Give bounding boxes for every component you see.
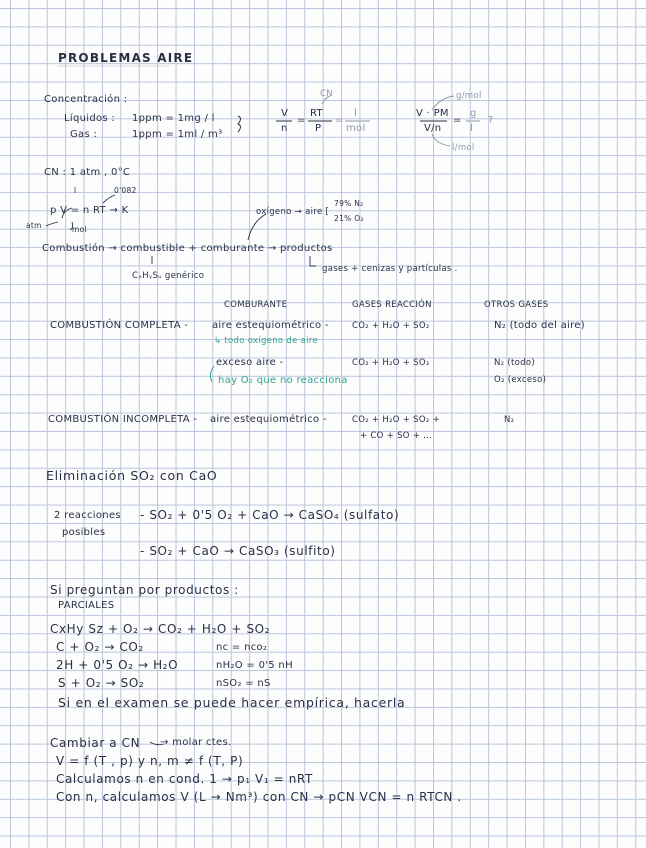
r1-gases: CO₂ + H₂O + SO₂ bbox=[352, 321, 430, 331]
formula-b-gmol: g/mol bbox=[456, 91, 482, 101]
formula-a-mol: mol bbox=[346, 123, 366, 134]
elim-heading: Eliminación SO₂ con CaO bbox=[46, 468, 218, 483]
oxigeno-n2: 79% N₂ bbox=[334, 199, 364, 208]
table-header-otros: OTROS GASES bbox=[484, 300, 549, 310]
r3-otros: N₂ bbox=[504, 415, 515, 425]
productos-eq0: CxHy Sz + O₂ → CO₂ + H₂O + SO₂ bbox=[50, 622, 271, 636]
conc-gas-value: 1ppm = 1ml / m³ bbox=[132, 129, 223, 140]
elim-label-2: posibles bbox=[62, 527, 106, 538]
productos-sub: PARCIALES bbox=[58, 600, 115, 611]
elim-r2: - SO₂ + CaO → CaSO₃ (sulfito) bbox=[140, 544, 336, 558]
oxigeno-o2: 21% O₂ bbox=[334, 214, 364, 223]
productos-eq1a: C + O₂ → CO₂ bbox=[56, 640, 144, 654]
formula-a-p: P bbox=[315, 123, 322, 134]
elim-r1: - SO₂ + 0'5 O₂ + CaO → CaSO₄ (sulfato) bbox=[140, 508, 400, 522]
r3-gases-1: CO₂ + H₂O + SO₂ + bbox=[352, 415, 440, 425]
formula-a-rt: RT bbox=[310, 108, 323, 119]
formula-b-vpm: V · PM bbox=[416, 108, 449, 119]
formula-b-l: l bbox=[470, 123, 474, 134]
r1-otros: N₂ (todo del aire) bbox=[494, 320, 585, 331]
cambiar-line-1: V = f (T , p) y n, m ≠ f (T, P) bbox=[56, 754, 244, 768]
conc-liq-label: Líquidos : bbox=[64, 113, 116, 124]
formula-a-v: V bbox=[281, 108, 289, 119]
formula-b-q: ? bbox=[488, 115, 494, 126]
r2-comburante: exceso aire - bbox=[216, 357, 284, 368]
cambiar-heading: Cambiar a CN bbox=[50, 736, 141, 750]
conc-liq-value: 1ppm = 1mg / l bbox=[132, 113, 215, 124]
r3-comburante: aire estequiométrico - bbox=[210, 414, 327, 425]
cn-l: l bbox=[74, 186, 77, 195]
conc-heading: Concentración : bbox=[44, 94, 128, 105]
r2-note: hay O₂ que no reacciona bbox=[218, 375, 348, 386]
elim-label-1: 2 reacciones bbox=[54, 510, 121, 521]
r1-note: ↳ todo oxígeno de aire bbox=[214, 336, 318, 346]
combustion-line: Combustión → combustible + comburante → productos bbox=[42, 243, 333, 254]
formula-a-eq: = bbox=[297, 115, 306, 126]
formula-a-n: n bbox=[281, 123, 288, 134]
r1-comburante: aire estequiométrico - bbox=[212, 320, 329, 331]
oxigeno-text: oxígeno → aire [ bbox=[256, 207, 329, 217]
formula-a-l: l bbox=[354, 108, 358, 119]
r3-gases-2: + CO + SO + ... bbox=[360, 431, 433, 441]
incompleta-label: COMBUSTIÓN INCOMPLETA - bbox=[48, 414, 198, 425]
formula-b-vn: V/n bbox=[424, 123, 442, 134]
productos-eq2a: 2H + 0'5 O₂ → H₂O bbox=[56, 658, 179, 672]
formula-a-eq2: = bbox=[335, 115, 344, 126]
cn-atm: atm bbox=[26, 221, 42, 230]
page-title: PROBLEMAS AIRE bbox=[58, 51, 194, 65]
cambiar-line-3: Con n, calculamos V (L → Nm³) con CN → pCN VCN = n RTCN . bbox=[56, 790, 462, 804]
formula-a-cn: CN bbox=[320, 89, 333, 99]
table-header-gases: GASES REACCIÓN bbox=[352, 300, 432, 310]
productos-eq3a: S + O₂ → SO₂ bbox=[58, 676, 145, 690]
r2-otros-1: N₂ (todo) bbox=[494, 358, 535, 368]
conc-gas-label: Gas : bbox=[70, 129, 98, 140]
cn-r: 0'082 bbox=[114, 186, 137, 195]
formula-b-eq: = bbox=[453, 115, 462, 126]
r2-gases: CO₂ + H₂O + SO₂ bbox=[352, 358, 430, 368]
table-header-comburante: COMBURANTE bbox=[224, 300, 288, 310]
combustion-generic: CₓHᵧSᵤ genérico bbox=[132, 271, 205, 281]
cn-mol: mol bbox=[72, 225, 87, 234]
formula-b-g: g bbox=[470, 108, 477, 119]
cambiar-arrow: → molar ctes. bbox=[160, 737, 232, 748]
productos-note: Si en el examen se puede hacer empírica, hacerla bbox=[58, 695, 406, 710]
completa-label: COMBUSTIÓN COMPLETA - bbox=[50, 320, 189, 331]
cambiar-line-2: Calculamos n en cond. 1 → p₁ V₁ = nRT bbox=[56, 772, 313, 786]
productos-eq2b: nH₂O = 0'5 nH bbox=[216, 660, 293, 671]
cn-line: CN : 1 atm , 0°C bbox=[44, 167, 131, 178]
formula-b-lmol: l/mol bbox=[452, 143, 475, 153]
productos-heading: Si preguntan por productos : bbox=[50, 583, 239, 597]
combustion-gases: gases + cenizas y partículas . bbox=[322, 264, 458, 274]
productos-eq3b: nSO₂ = nS bbox=[216, 678, 271, 689]
r2-otros-2: O₂ (exceso) bbox=[494, 375, 547, 385]
productos-eq1b: nc = nco₂ bbox=[216, 642, 268, 653]
cn-formula: p V = n RT → K bbox=[50, 205, 129, 216]
